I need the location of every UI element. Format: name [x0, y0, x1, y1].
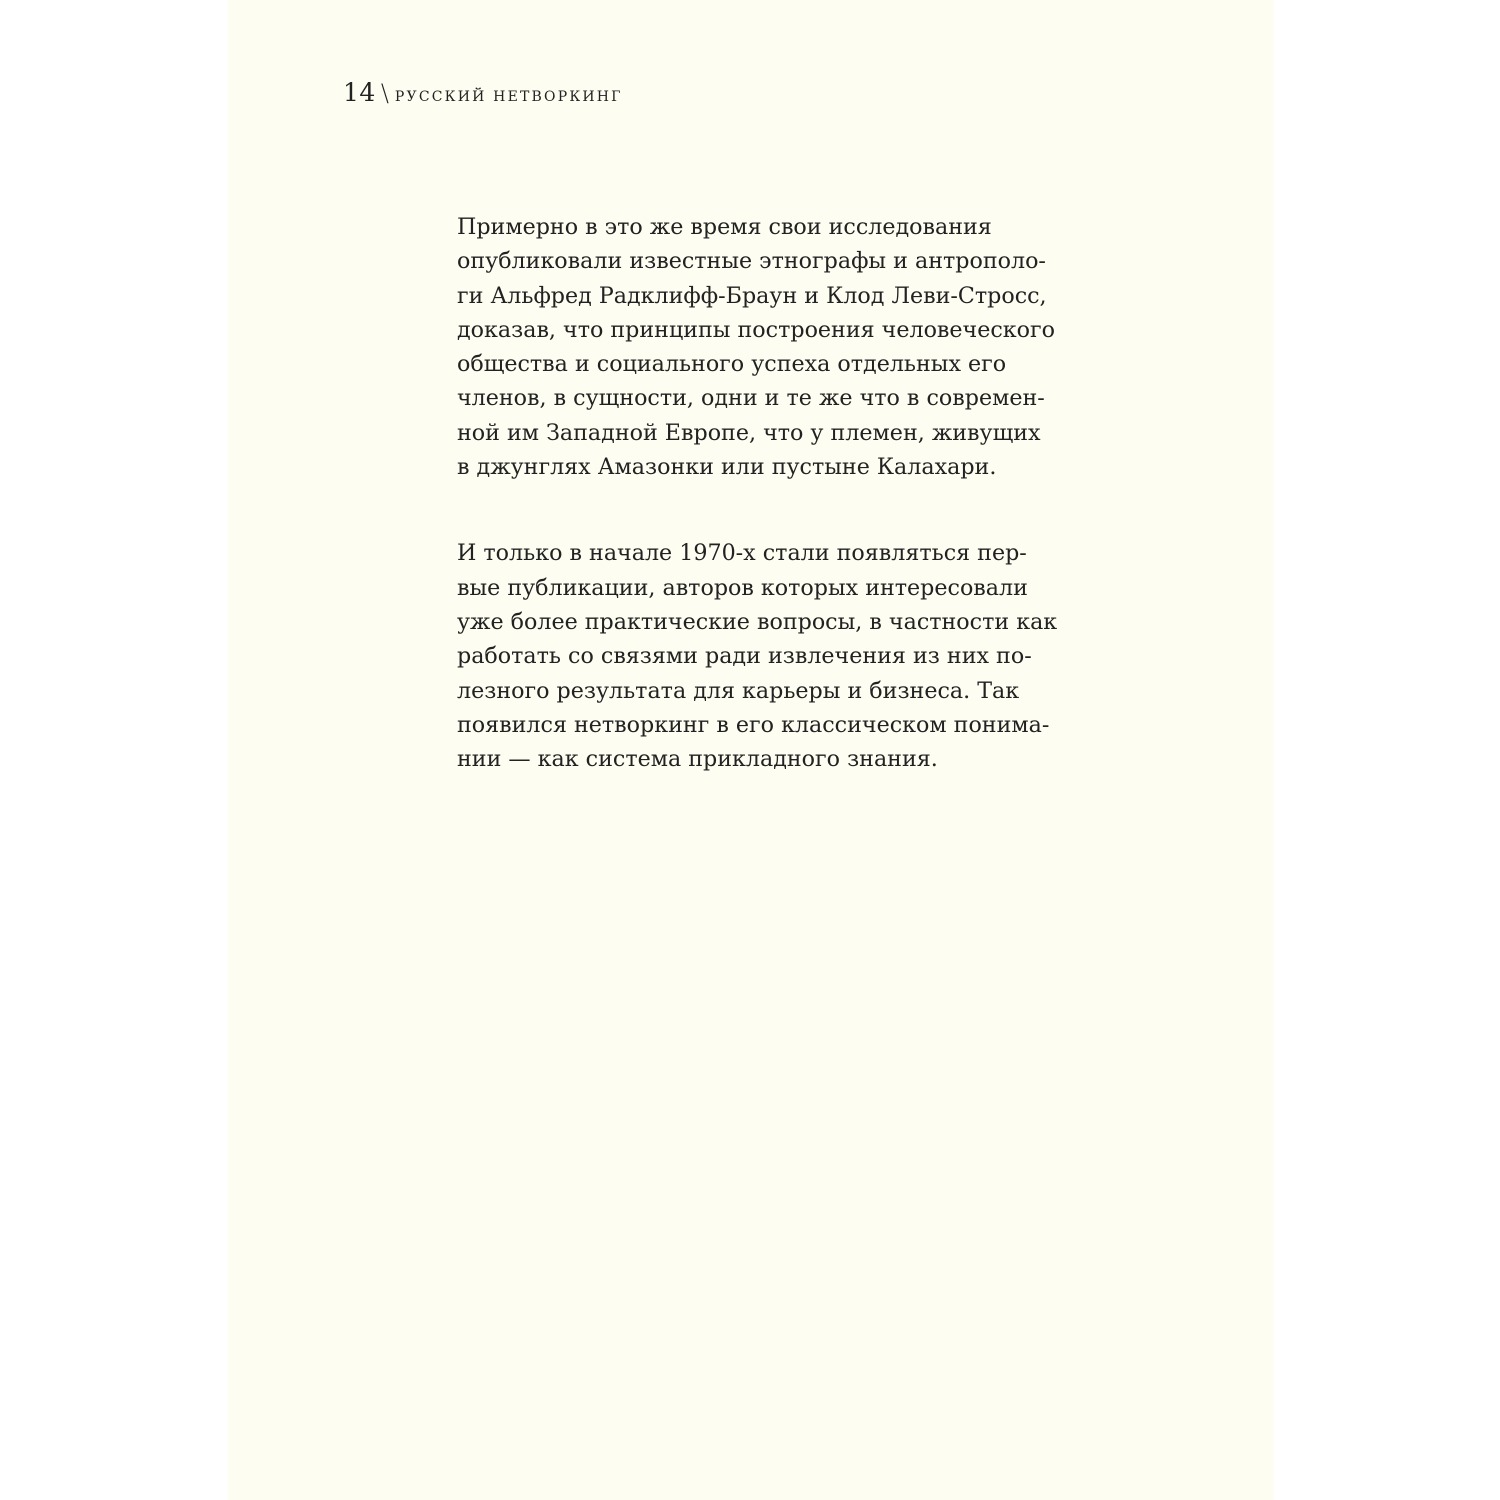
running-head-separator: \: [380, 79, 389, 107]
text-line: вые публикации, авторов которых интересовали: [457, 574, 1028, 601]
text-line: общества и социального успеха отдельных его: [457, 351, 1007, 378]
body-text: [457, 210, 1057, 828]
text-line: ги Альфред Радклифф-Браун и Клод Леви-Стросс,: [457, 282, 1047, 309]
text-line: лезного результата для карьеры и бизнеса. Так: [457, 677, 1020, 704]
text-line: появился нетворкинг в его классическом понима-: [457, 711, 1050, 738]
running-head: [343, 78, 623, 107]
text-line: ной им Западной Европе, что у племен, живущих: [457, 419, 1041, 446]
text-line: опубликовали известные этнографы и антрополо-: [457, 248, 1046, 275]
text-line: нии — как система прикладного знания.: [457, 746, 938, 773]
text-line: членов, в сущности, одни и те же что в современ-: [457, 385, 1045, 412]
text-line: И только в начале 1970-х стали появляться пер-: [457, 540, 1027, 567]
text-line: доказав, что принципы построения человеческого: [457, 316, 1055, 343]
text-line: в джунглях Амазонки или пустыне Калахари.: [457, 454, 997, 481]
paragraph-2: [457, 536, 1057, 776]
book-title: РУССКИЙ НЕТВОРКИНГ: [394, 89, 623, 105]
text-line: работать со связями ради извлечения из них по-: [457, 643, 1032, 670]
page-number: 14: [343, 78, 376, 107]
text-line: Примерно в это же время свои исследования: [457, 214, 992, 240]
book-page: [228, 0, 1274, 1500]
text-line: уже более практические вопросы, в частности как: [457, 608, 1058, 635]
paragraph-1: [457, 210, 1057, 484]
